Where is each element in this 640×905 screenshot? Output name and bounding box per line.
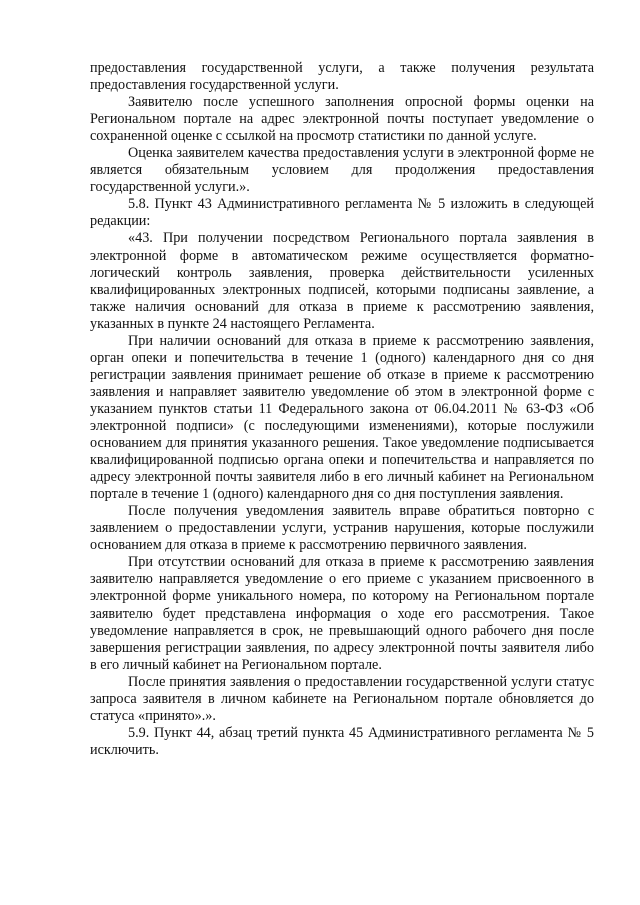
document-page [90, 60, 594, 759]
paragraph-rating-optional: Оценка заявителем качества предоставления услуги в электронной форме не является обязательным условием для продолжения предоставления государственной услуги.». [90, 145, 594, 196]
paragraph-status-update: После принятия заявления о предоставлении государственной услуги статус запроса заявителя в личном кабинете на Региональном портале обновляется до статуса «принято».». [90, 673, 594, 724]
paragraph-item-5-9: 5.9. Пункт 44, абзац третий пункта 45 Административного регламента № 5 исключить. [90, 724, 594, 758]
paragraph-refusal-grounds: При наличии оснований для отказа в приеме к рассмотрению заявления, орган опеки и попечительства в течение 1 (одного) календарного дня со дня регистрации заявления принимает решение об отказе в приеме к рассмотрению заявления и направляет заявителю уведомление об этом в электронной форме с указанием пунктов статьи 11 Федерального закона от 06.04.2011 № 63-ФЗ «Об электронной подписи» (с последующими изменениями), которые послужили основанием для принятия указанного решения. Такое уведомление подписывается квалифицированной подписью органа опеки и попечительства и направляется по адресу электронной почты заявителя либо в его личный кабинет на Региональном портале в течение 1 (одного) календарного дня со дня поступления заявления. [90, 332, 594, 503]
paragraph-repeat-application: После получения уведомления заявитель вправе обратиться повторно с заявлением о предоставлении услуги, устранив нарушения, которые послужили основанием для отказа в приеме к рассмотрению первичного заявления. [90, 503, 594, 554]
paragraph-item-5-8: 5.8. Пункт 43 Административного регламента № 5 изложить в следующей редакции: [90, 196, 594, 230]
paragraph-continuation: предоставления государственной услуги, а также получения результата предоставления государственной услуги. [90, 60, 594, 94]
paragraph-point-43: «43. При получении посредством Регионального портала заявления в электронной форме в автоматическом режиме осуществляется форматно-логический контроль заявления, проверка действительности усиленных квалифицированных электронных подписей, которыми подписаны заявление, а также наличия оснований для отказа в приеме к рассмотрению заявления, указанных в пункте 24 настоящего Регламента. [90, 230, 594, 332]
paragraph-rating-notification: Заявителю после успешного заполнения опросной формы оценки на Региональном портале на адрес электронной почты поступает уведомление о сохраненной оценке с ссылкой на просмотр статистики по данной услуге. [90, 94, 594, 145]
paragraph-acceptance-notice: При отсутствии оснований для отказа в приеме к рассмотрению заявления заявителю направляется уведомление о его приеме с указанием присвоенного в электронной форме уникального номера, по которому на Региональном портале заявителю будет представлена информация о ходе его рассмотрения. Такое уведомление направляется в срок, не превышающий одного рабочего дня после завершения регистрации заявления, по адресу электронной почты заявителя либо в его личный кабинет на Региональном портале. [90, 554, 594, 673]
